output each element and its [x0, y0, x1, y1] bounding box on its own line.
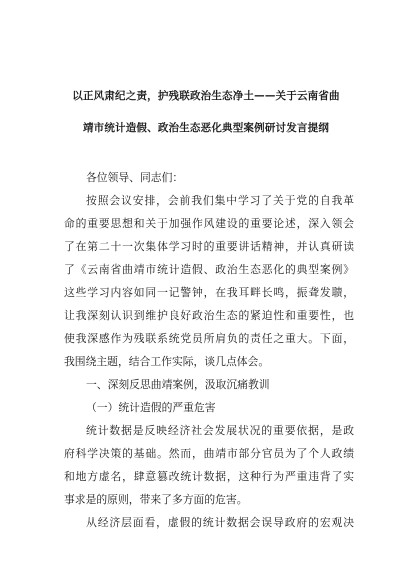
paragraph-line: 了在第二十一次集体学习时的重要讲话精神，并认真研读 [64, 240, 354, 253]
paragraph-line: 这些学习内容如同一记警钟，在我耳畔长鸣，振聋发聩， [64, 286, 354, 299]
paragraph-line: 按照会议安排，会前我们集中学习了关于党的自我革 [86, 194, 354, 207]
paragraph-line: 从经济层面看，虚假的统计数据会误导政府的宏观决 [86, 516, 354, 529]
paragraph-line: 统计数据是反映经济社会发展状况的重要依据，是政 [86, 424, 354, 437]
paragraph-line: 府科学决策的基础。然而，曲靖市部分官员为了个人政绩 [64, 447, 354, 460]
paragraph-line: 命的重要思想和关于加强作风建设的重要论述，深入领会 [64, 217, 354, 230]
subsection-heading: （一）统计造假的严重危害 [86, 401, 216, 414]
paragraph-line: 和地方虚名，肆意篡改统计数据，这种行为严重违背了实 [64, 470, 354, 483]
section-heading: 一、深刻反思曲靖案例，汲取沉痛教训 [86, 378, 270, 391]
paragraph-line: 我围绕主题，结合工作实际，谈几点体会。 [64, 355, 270, 368]
document-title-line-2: 靖市统计造假、政治生态恶化典型案例研讨发言提纲 [82, 122, 330, 134]
paragraph-line: 事求是的原则，带来了多方面的危害。 [64, 493, 248, 506]
document-title-line-1: 以正风肃纪之责，护残联政治生态净土——关于云南省曲 [72, 90, 340, 102]
paragraph-line: 让我深刻认识到维护良好政治生态的紧迫性和重要性，也 [64, 309, 354, 322]
paragraph-line: 使我深感作为残联系统党员所肩负的责任之重大。下面， [64, 332, 354, 345]
salutation: 各位领导、同志们： [86, 171, 184, 184]
paragraph-line: 了《云南省曲靖市统计造假、政治生态恶化的典型案例》 [64, 263, 354, 276]
